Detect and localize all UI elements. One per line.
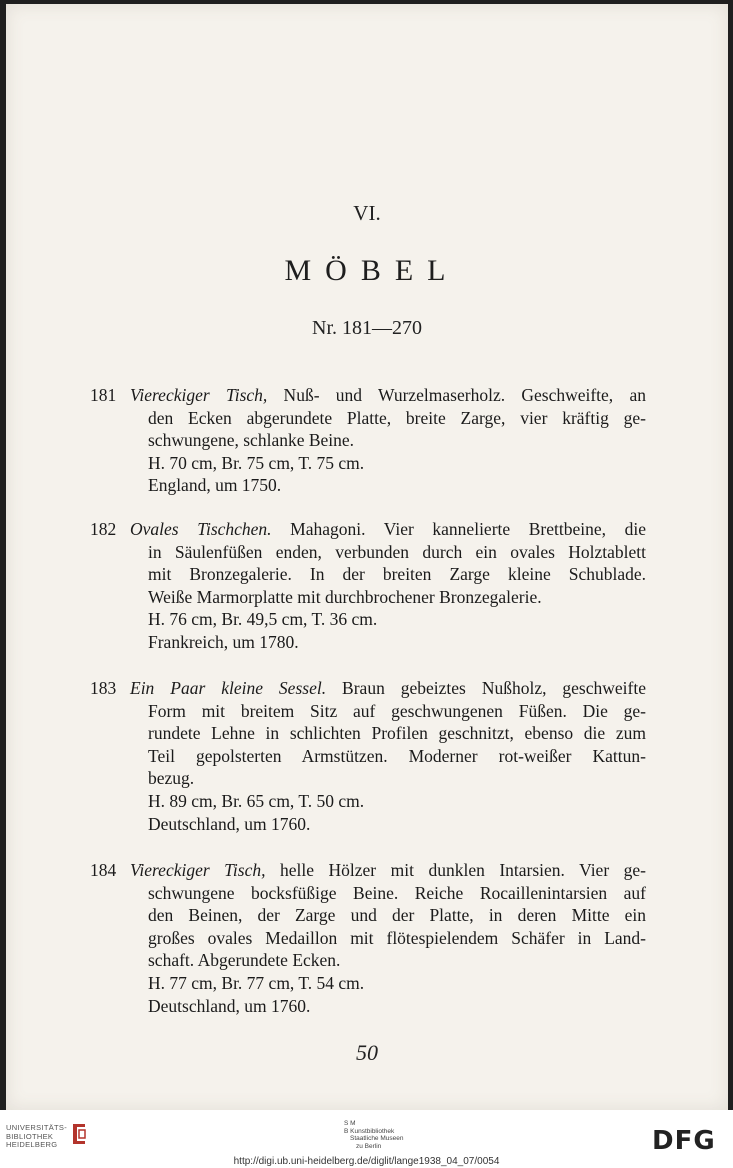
museum-line: Staatliche Museen xyxy=(350,1135,404,1142)
museum-line: S M xyxy=(344,1120,356,1127)
entry-text-line: Weiße Marmorplatte mit durchbrochener Bronzegalerie. xyxy=(148,586,542,607)
chapter-number: VI. xyxy=(353,201,381,225)
catalogue-entry-184 xyxy=(90,859,646,1017)
entry-number: 182 xyxy=(90,519,117,539)
entry-text-line: Mahagoni. Vier kannelierte Brettbeine, die xyxy=(271,519,646,539)
entry-text-line: Teil gepolsterten Armstützen. Moderner rot-weißer Kattun- xyxy=(148,745,646,766)
catalogue-range: Nr. 181—270 xyxy=(312,317,422,339)
source-url-link[interactable]: http://digi.ub.uni-heidelberg.de/diglit/lange1938_04_07/0054 xyxy=(233,1156,500,1167)
library-line: BIBLIOTHEK xyxy=(6,1131,54,1141)
show-through-text xyxy=(256,104,260,121)
entry-text-line: den Beinen, der Zarge und der Platte, in deren Mitte ein xyxy=(148,905,646,926)
entry-heading: Viereckiger Tisch, xyxy=(130,860,266,880)
entry-origin: Deutschland, um 1760. xyxy=(148,995,311,1016)
entry-dimensions: H. 76 cm, Br. 49,5 cm, T. 36 cm. xyxy=(148,609,378,630)
catalogue-entry-182 xyxy=(90,518,646,654)
entry-heading: Ein Paar kleine Sessel. xyxy=(130,678,327,698)
library-emblem-icon xyxy=(70,1122,88,1146)
entry-text-line: bezug. xyxy=(148,768,195,789)
entry-text-line: Nuß- und Wurzelmaserholz. Geschweifte, an xyxy=(267,385,646,405)
heidelberg-library-logo xyxy=(6,1124,67,1150)
entry-heading: Viereckiger Tisch, xyxy=(130,385,268,405)
book-page xyxy=(6,4,728,1110)
entry-number: 181 xyxy=(90,385,117,405)
library-line: UNIVERSITÄTS- xyxy=(6,1123,67,1132)
entry-heading: Ovales Tischchen. xyxy=(130,519,272,539)
entry-number: 184 xyxy=(90,860,117,880)
chapter-title: MÖBEL xyxy=(284,254,460,287)
entry-origin: Frankreich, um 1780. xyxy=(148,631,299,652)
entry-origin: England, um 1750. xyxy=(148,475,282,496)
entry-text-line: helle Hölzer mit dunklen Intarsien. Vier ge- xyxy=(265,860,646,880)
entry-text-line: rundete Lehne in schlichten Profilen geschnitzt, ebenso die zum xyxy=(148,723,646,744)
entry-text-line: den Ecken abgerundete Platte, breite Zarge, vier kräftig ge- xyxy=(148,407,646,428)
entry-text-line: mit Bronzegalerie. In der breiten Zarge kleine Schublade. xyxy=(148,564,646,585)
entry-text-line: Braun gebeiztes Nußholz, geschweifte xyxy=(326,678,646,698)
dfg-logo: DFG xyxy=(652,1126,716,1156)
catalogue-entry-183 xyxy=(90,677,646,835)
museum-line: zu Berlin xyxy=(356,1142,382,1150)
entry-text-line: schwungene, schlanke Beine. xyxy=(148,430,355,451)
entry-dimensions: H. 77 cm, Br. 77 cm, T. 54 cm. xyxy=(148,972,365,993)
entry-text-line: schaft. Abgerundete Ecken. xyxy=(148,950,341,971)
kunstbibliothek-logo xyxy=(344,1120,403,1150)
catalogue-entry-181 xyxy=(90,384,646,497)
page-number: 50 xyxy=(356,1040,378,1065)
entry-origin: Deutschland, um 1760. xyxy=(148,813,311,834)
entry-text-line: Form mit breitem Sitz auf geschwungenen Füßen. Die ge- xyxy=(148,700,646,721)
entry-dimensions: H. 89 cm, Br. 65 cm, T. 50 cm. xyxy=(148,790,365,811)
entry-dimensions: H. 70 cm, Br. 75 cm, T. 75 cm. xyxy=(148,452,365,473)
library-line: HEIDELBERG xyxy=(6,1140,58,1149)
entry-text-line: schwungene bocksfüßige Beine. Reiche Rocaillenintarsien auf xyxy=(148,882,646,903)
entry-text-line: in Säulenfüßen enden, verbunden durch ein ovales Holztablett xyxy=(148,541,646,562)
museum-line: B Kunstbibliothek xyxy=(344,1127,395,1135)
digitization-footer xyxy=(0,1110,733,1168)
entry-text-line: großes ovales Medaillon mit flötespielendem Schäfer in Land- xyxy=(148,927,646,948)
entry-number: 183 xyxy=(90,678,117,698)
